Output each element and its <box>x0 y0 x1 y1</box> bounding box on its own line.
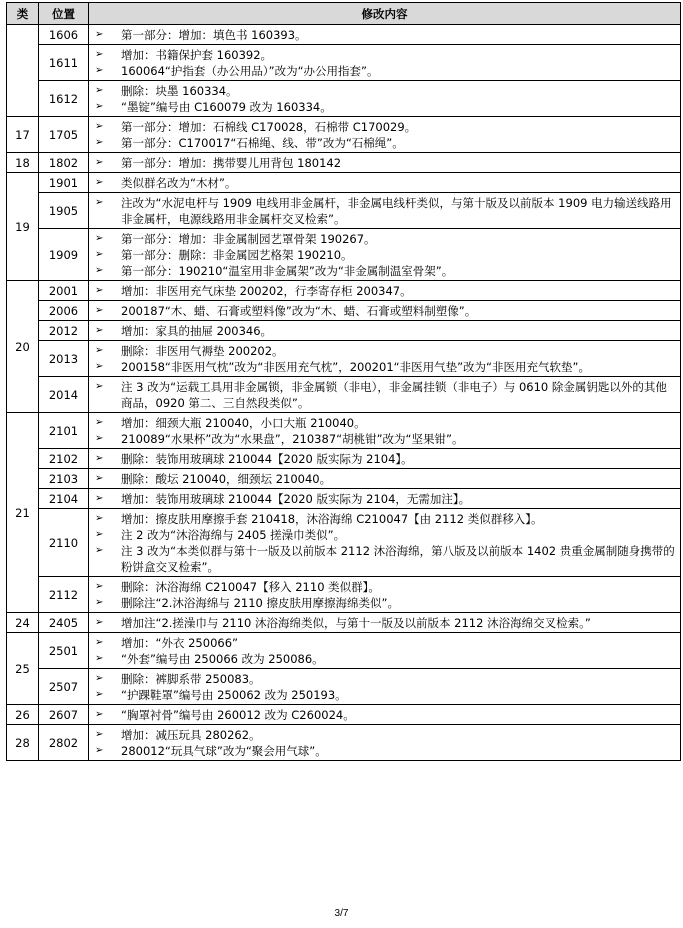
arrow-bullet-icon: ➢ <box>95 745 104 756</box>
list-item <box>93 359 676 375</box>
item-text: 删除：沐浴海绵 C210047【移入 2110 类似群】。 <box>121 580 380 594</box>
table-row <box>7 509 681 577</box>
item-text: 删除：装饰用玻璃球 210044【2020 版实际为 2104】。 <box>121 452 413 466</box>
position-code-cell: 1705 <box>39 117 89 153</box>
list-item <box>93 323 676 339</box>
arrow-bullet-icon: ➢ <box>95 29 104 40</box>
table-row <box>7 577 681 613</box>
item-text: 第一部分：增加：携带婴儿用背包 180142 <box>121 156 342 170</box>
item-text: 第一部分：增加：石棉线 C170028，石棉带 C170029。 <box>121 120 417 134</box>
position-code-cell: 1802 <box>39 153 89 173</box>
header-class: 类 <box>7 3 39 25</box>
arrow-bullet-icon: ➢ <box>95 673 104 684</box>
arrow-bullet-icon: ➢ <box>95 49 104 60</box>
content-cell <box>89 669 681 705</box>
content-cell <box>89 81 681 117</box>
list-item <box>93 247 676 263</box>
list-item <box>93 135 676 151</box>
arrow-bullet-icon: ➢ <box>95 121 104 132</box>
list-item <box>93 527 676 543</box>
table-row <box>7 301 681 321</box>
arrow-bullet-icon: ➢ <box>95 433 104 444</box>
item-text: 删除：非医用气褥垫 200202。 <box>121 344 284 358</box>
header-code: 位置 <box>39 3 89 25</box>
position-code-cell: 2110 <box>39 509 89 577</box>
arrow-bullet-icon: ➢ <box>95 653 104 664</box>
list-item <box>93 83 676 99</box>
content-cell <box>89 117 681 153</box>
position-code-cell: 2103 <box>39 469 89 489</box>
arrow-bullet-icon: ➢ <box>95 65 104 76</box>
item-text: 注改为“水泥电杆与 1909 电线用非金属杆，非金属电线杆类似，与第十版及以前版本 1909 电力输送线路用非金属杆，电源线路用非金属杆交叉检索”。 <box>121 196 672 226</box>
arrow-bullet-icon: ➢ <box>95 473 104 484</box>
position-code-cell: 2405 <box>39 613 89 633</box>
table-row <box>7 173 681 193</box>
content-cell <box>89 301 681 321</box>
list-item <box>93 415 676 431</box>
position-code-cell: 1901 <box>39 173 89 193</box>
position-code-cell: 2104 <box>39 489 89 509</box>
content-cell <box>89 449 681 469</box>
list-item <box>93 27 676 43</box>
position-code-cell: 2101 <box>39 413 89 449</box>
content-cell <box>89 489 681 509</box>
arrow-bullet-icon: ➢ <box>95 417 104 428</box>
arrow-bullet-icon: ➢ <box>95 305 104 316</box>
content-cell <box>89 613 681 633</box>
class-cell: 24 <box>7 613 39 633</box>
arrow-bullet-icon: ➢ <box>95 529 104 540</box>
arrow-bullet-icon: ➢ <box>95 513 104 524</box>
class-cell: 25 <box>7 633 39 705</box>
content-cell <box>89 725 681 761</box>
table-row <box>7 449 681 469</box>
content-cell <box>89 193 681 229</box>
class-cell: 21 <box>7 413 39 613</box>
arrow-bullet-icon: ➢ <box>95 177 104 188</box>
list-item <box>93 99 676 115</box>
table-row <box>7 469 681 489</box>
header-row <box>7 3 681 25</box>
list-item <box>93 303 676 319</box>
arrow-bullet-icon: ➢ <box>95 265 104 276</box>
item-text: 第一部分：增加：非金属制园艺罩骨架 190267。 <box>121 232 376 246</box>
item-text: 增加：“外衣 250066” <box>121 636 238 650</box>
item-text: 第一部分：C170017“石棉绳、线、带”改为“石棉绳”。 <box>121 136 404 150</box>
position-code-cell: 1905 <box>39 193 89 229</box>
arrow-bullet-icon: ➢ <box>95 545 104 556</box>
content-cell <box>89 633 681 669</box>
item-text: “胸罩衬骨”编号由 260012 改为 C260024。 <box>121 708 355 722</box>
item-text: 200187“木、蜡、石膏或塑料像”改为“木、蜡、石膏或塑料制塑像”。 <box>121 304 477 318</box>
table-row <box>7 81 681 117</box>
arrow-bullet-icon: ➢ <box>95 85 104 96</box>
content-cell <box>89 377 681 413</box>
position-code-cell: 2607 <box>39 705 89 725</box>
item-text: “外套”编号由 250066 改为 250086。 <box>121 652 324 666</box>
item-text: “墨锭”编号由 C160079 改为 160334。 <box>121 100 332 114</box>
item-text: 删除注“2.沐浴海绵与 2110 擦皮肤用摩擦海绵类似”。 <box>121 596 399 610</box>
item-text: 注 2 改为“沐浴海绵与 2405 搓澡巾类似”。 <box>121 528 346 542</box>
list-item <box>93 379 676 411</box>
content-cell <box>89 577 681 613</box>
list-item <box>93 283 676 299</box>
content-cell <box>89 25 681 45</box>
position-code-cell: 1612 <box>39 81 89 117</box>
page-number: 3/7 <box>334 908 349 919</box>
table-row <box>7 281 681 301</box>
content-cell <box>89 281 681 301</box>
table-row <box>7 341 681 377</box>
list-item <box>93 687 676 703</box>
item-text: 增加：装饰用玻璃球 210044【2020 版实际为 2104，无需加注】。 <box>121 492 471 506</box>
content-cell <box>89 321 681 341</box>
position-code-cell: 2013 <box>39 341 89 377</box>
table-row <box>7 377 681 413</box>
table-row <box>7 489 681 509</box>
revision-table <box>6 2 681 761</box>
arrow-bullet-icon: ➢ <box>95 597 104 608</box>
position-code-cell: 2012 <box>39 321 89 341</box>
table-body <box>7 25 681 761</box>
table-row <box>7 669 681 705</box>
class-cell: 28 <box>7 725 39 761</box>
arrow-bullet-icon: ➢ <box>95 101 104 112</box>
table-row <box>7 725 681 761</box>
table-row <box>7 321 681 341</box>
position-code-cell: 1909 <box>39 229 89 281</box>
item-text: 注 3 改为“本类似群与第十一版及以前版本 2112 沐浴海绵，第八版及以前版本 1402 贵重金属制随身携带的粉饼盒交叉检索”。 <box>121 544 675 574</box>
position-code-cell: 2112 <box>39 577 89 613</box>
item-text: 增加：书籍保护套 160392。 <box>121 48 273 62</box>
table-row <box>7 413 681 449</box>
table-row <box>7 25 681 45</box>
item-text: 160064“护指套（办公用品）”改为“办公用指套”。 <box>121 64 379 78</box>
arrow-bullet-icon: ➢ <box>95 233 104 244</box>
item-text: 增加：擦皮肤用摩擦手套 210418，沐浴海绵 C210047【由 2112 类似群移入】。 <box>121 512 543 526</box>
table-row <box>7 613 681 633</box>
arrow-bullet-icon: ➢ <box>95 197 104 208</box>
arrow-bullet-icon: ➢ <box>95 709 104 720</box>
content-cell <box>89 469 681 489</box>
arrow-bullet-icon: ➢ <box>95 729 104 740</box>
content-cell <box>89 45 681 81</box>
arrow-bullet-icon: ➢ <box>95 453 104 464</box>
table-row <box>7 633 681 669</box>
arrow-bullet-icon: ➢ <box>95 345 104 356</box>
list-item <box>93 175 676 191</box>
item-text: 200158“非医用气枕”改为“非医用充气枕”，200201“非医用气垫”改为“非医用充气软垫”。 <box>121 360 590 374</box>
content-cell <box>89 229 681 281</box>
list-item <box>93 615 676 631</box>
list-item <box>93 119 676 135</box>
content-cell <box>89 173 681 193</box>
list-item <box>93 63 676 79</box>
item-text: 注 3 改为“运载工具用非金属锁，非金属锁（非电），非金属挂锁（非电子）与 0610 除金属钥匙以外的其他商品，0920 第二、三自然段类似”。 <box>121 380 667 410</box>
content-cell <box>89 341 681 377</box>
arrow-bullet-icon: ➢ <box>95 381 104 392</box>
position-code-cell: 2001 <box>39 281 89 301</box>
item-text: 删除：裤脚系带 250083。 <box>121 672 261 686</box>
arrow-bullet-icon: ➢ <box>95 617 104 628</box>
item-text: 210089“水果杯”改为“水果盘”，210387“胡桃钳”改为“坚果钳”。 <box>121 432 464 446</box>
table-row <box>7 117 681 153</box>
list-item <box>93 263 676 279</box>
class-cell: 18 <box>7 153 39 173</box>
position-code-cell: 2102 <box>39 449 89 469</box>
list-item <box>93 451 676 467</box>
content-cell <box>89 153 681 173</box>
item-text: 增加：减压玩具 280262。 <box>121 728 261 742</box>
list-item <box>93 543 676 575</box>
list-item <box>93 651 676 667</box>
list-item <box>93 471 676 487</box>
item-text: 增加：细颈大瓶 210040，小口大瓶 210040。 <box>121 416 366 430</box>
arrow-bullet-icon: ➢ <box>95 581 104 592</box>
item-text: 删除：酸坛 210040，细颈坛 210040。 <box>121 472 332 486</box>
item-text: 第一部分：增加：填色书 160393。 <box>121 28 307 42</box>
list-item <box>93 231 676 247</box>
content-cell <box>89 509 681 577</box>
item-text: 第一部分：删除：非金属园艺格架 190210。 <box>121 248 353 262</box>
arrow-bullet-icon: ➢ <box>95 137 104 148</box>
arrow-bullet-icon: ➢ <box>95 689 104 700</box>
list-item <box>93 579 676 595</box>
item-text: 增加：非医用充气床垫 200202，行李寄存柜 200347。 <box>121 284 412 298</box>
position-code-cell: 2507 <box>39 669 89 705</box>
item-text: 280012“玩具气球”改为“聚会用气球”。 <box>121 744 327 758</box>
list-item <box>93 195 676 227</box>
content-cell <box>89 413 681 449</box>
table-row <box>7 229 681 281</box>
list-item <box>93 743 676 759</box>
arrow-bullet-icon: ➢ <box>95 637 104 648</box>
item-text: 增加：家具的抽屉 200346。 <box>121 324 273 338</box>
list-item <box>93 511 676 527</box>
class-cell: 20 <box>7 281 39 413</box>
list-item <box>93 635 676 651</box>
list-item <box>93 47 676 63</box>
item-text: 类似群名改为“木材”。 <box>121 176 237 190</box>
table-row <box>7 45 681 81</box>
list-item <box>93 491 676 507</box>
arrow-bullet-icon: ➢ <box>95 325 104 336</box>
position-code-cell: 2006 <box>39 301 89 321</box>
class-cell: 17 <box>7 117 39 153</box>
table-row <box>7 193 681 229</box>
list-item <box>93 671 676 687</box>
list-item <box>93 707 676 723</box>
item-text: “护踝鞋罩”编号由 250062 改为 250193。 <box>121 688 347 702</box>
content-cell <box>89 705 681 725</box>
arrow-bullet-icon: ➢ <box>95 493 104 504</box>
arrow-bullet-icon: ➢ <box>95 157 104 168</box>
position-code-cell: 1611 <box>39 45 89 81</box>
list-item <box>93 155 676 171</box>
item-text: 删除：块墨 160334。 <box>121 84 238 98</box>
list-item <box>93 431 676 447</box>
item-text: 增加注“2.搓澡巾与 2110 沐浴海绵类似，与第十一版及以前版本 2112 沐浴海绵交叉检索。” <box>121 616 591 630</box>
arrow-bullet-icon: ➢ <box>95 285 104 296</box>
class-cell: 19 <box>7 173 39 281</box>
position-code-cell: 1606 <box>39 25 89 45</box>
arrow-bullet-icon: ➢ <box>95 361 104 372</box>
table-row <box>7 705 681 725</box>
arrow-bullet-icon: ➢ <box>95 249 104 260</box>
position-code-cell: 2802 <box>39 725 89 761</box>
header-content: 修改内容 <box>89 3 681 25</box>
list-item <box>93 727 676 743</box>
class-cell <box>7 25 39 117</box>
position-code-cell: 2501 <box>39 633 89 669</box>
item-text: 第一部分：190210“温室用非金属架”改为“非金属制温室骨架”。 <box>121 264 454 278</box>
class-cell: 26 <box>7 705 39 725</box>
list-item <box>93 343 676 359</box>
list-item <box>93 595 676 611</box>
position-code-cell: 2014 <box>39 377 89 413</box>
table-row <box>7 153 681 173</box>
